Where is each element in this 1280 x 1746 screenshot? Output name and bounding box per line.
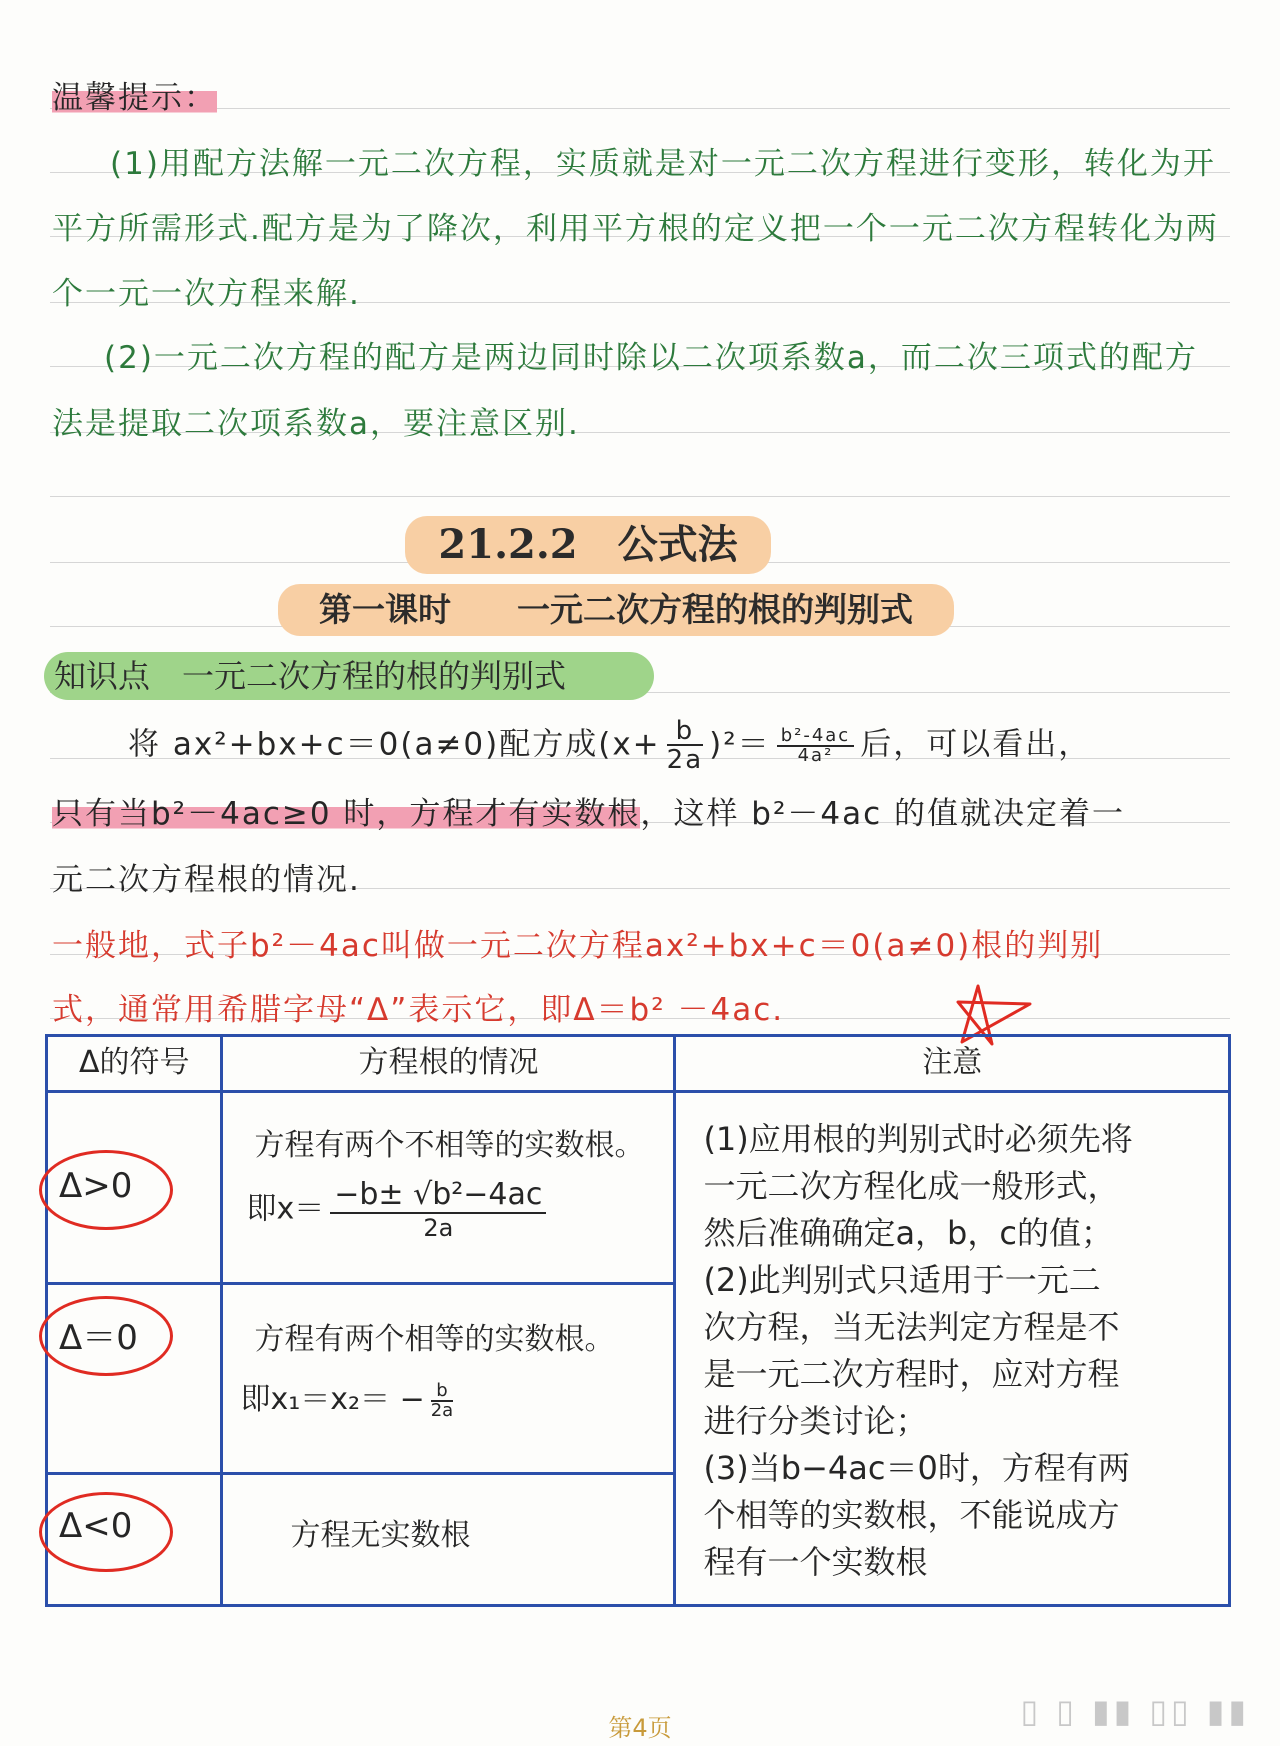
table-header: 注意 — [675, 1036, 1230, 1092]
ruled-line — [50, 108, 1230, 109]
page-number: 第4页 — [608, 1714, 672, 1742]
lesson-subtitle: 第一课时 一元二次方程的根的判别式 — [278, 584, 954, 636]
case-cell — [222, 1091, 675, 1283]
case-description: 方程有两个相等的实数根。 — [254, 1322, 615, 1358]
sign-value: Δ<0 — [59, 1506, 133, 1547]
fraction-denominator: 2a — [423, 1213, 454, 1242]
tip-heading — [52, 72, 217, 117]
case-cell — [222, 1284, 675, 1474]
table-header: Δ的符号 — [47, 1036, 222, 1092]
sign-value: Δ>0 — [59, 1165, 133, 1206]
tip-line: 个一元一次方程来解. — [52, 276, 361, 312]
body-line-3: 元二次方程根的情况. — [52, 862, 361, 898]
discriminant-table — [45, 1034, 1231, 1607]
body-text: 将 ax²+bx+c＝0(a≠0)配方成(x+ — [128, 726, 661, 763]
note-line: (3)当b−4ac＝0时，方程有两 — [703, 1448, 1130, 1487]
definition-line-1: 一般地，式子b²－4ac叫做一元二次方程ax²+bx+c＝0(a≠0)根的判别 — [52, 928, 1104, 964]
fraction-denominator: 2a — [666, 745, 704, 775]
fraction-numerator: b — [667, 718, 703, 746]
table-header-row — [47, 1036, 1230, 1092]
formula-text: 即x₁＝x₂＝ − — [240, 1382, 425, 1418]
body-text: 后，可以看出， — [860, 726, 1092, 763]
body-text: ，这样 b²－4ac 的值就决定着一 — [640, 796, 1125, 832]
root-formula — [224, 1164, 672, 1242]
note-line: 然后准确确定a，b，c的值； — [703, 1213, 1113, 1252]
definition-line-2: 式，通常用希腊字母“Δ”表示它，即Δ＝b² －4ac. — [52, 992, 785, 1028]
tip-line: (2)一元二次方程的配方是两边同时除以二次项系数a，而二次三项式的配方 — [104, 340, 1198, 376]
fraction-numerator: −b± √b²−4ac — [330, 1178, 546, 1214]
table-header: 方程根的情况 — [222, 1036, 675, 1092]
ruled-line — [50, 496, 1230, 497]
fraction-denominator: 2a — [430, 1399, 454, 1421]
case-cell — [222, 1474, 675, 1606]
note-line: 是一元二次方程时，应对方程 — [703, 1354, 1120, 1393]
tip-heading-text: 温馨提示： — [52, 80, 217, 116]
case-description: 方程无实数根 — [290, 1518, 471, 1554]
sign-cell — [47, 1474, 222, 1606]
body-text: )²＝ — [709, 726, 771, 763]
knowledge-point-heading: 知识点 一元二次方程的根的判别式 — [44, 652, 654, 700]
note-line: 一元二次方程化成一般形式， — [703, 1166, 1120, 1205]
sign-cell — [47, 1284, 222, 1474]
notes-text — [677, 1094, 1227, 1586]
tip-line: 平方所需形式.配方是为了降次，利用平方根的定义把一个一元二次方程转化为两 — [52, 211, 1219, 247]
highlighted-condition: 只有当b²－4ac≥0 时，方程才有实数根 — [52, 796, 641, 832]
note-line: 次方程，当无法判定方程是不 — [703, 1307, 1120, 1346]
fraction-numerator: b²-4ac — [777, 727, 855, 747]
sign-cell — [47, 1091, 222, 1283]
case-description: 方程有两个不相等的实数根。 — [254, 1127, 645, 1163]
fraction — [777, 727, 855, 765]
body-line-1 — [128, 718, 1091, 774]
note-line: 程有一个实数根 — [703, 1542, 928, 1581]
section-title: 21.2.2 公式法 — [405, 516, 771, 574]
fraction — [430, 1379, 454, 1421]
root-formula — [224, 1358, 672, 1420]
fraction — [330, 1178, 546, 1242]
fraction-denominator: 4a² — [797, 745, 834, 766]
corner-marks: ▯ ▯ ▮▮ ▯▯ ▮▮ — [1020, 1692, 1250, 1730]
note-line: (2)此判别式只适用于一元二 — [703, 1260, 1101, 1299]
notes-cell — [675, 1091, 1230, 1605]
note-line: (1)应用根的判别式时必须先将 — [703, 1119, 1133, 1158]
table-row — [47, 1091, 1230, 1283]
note-line: 个相等的实数根，不能说成方 — [703, 1495, 1120, 1534]
tip-line: 法是提取二次项系数a，要注意区别. — [52, 406, 580, 442]
tip-line: (1)用配方法解一元二次方程，实质就是对一元二次方程进行变形，转化为开 — [110, 146, 1216, 182]
note-line: 进行分类讨论； — [703, 1401, 928, 1440]
sign-value: Δ＝0 — [59, 1318, 138, 1359]
formula-text: 即x＝ — [246, 1191, 325, 1227]
fraction — [667, 718, 703, 774]
body-line-2 — [52, 788, 1125, 833]
fraction-numerator: b — [431, 1382, 453, 1402]
